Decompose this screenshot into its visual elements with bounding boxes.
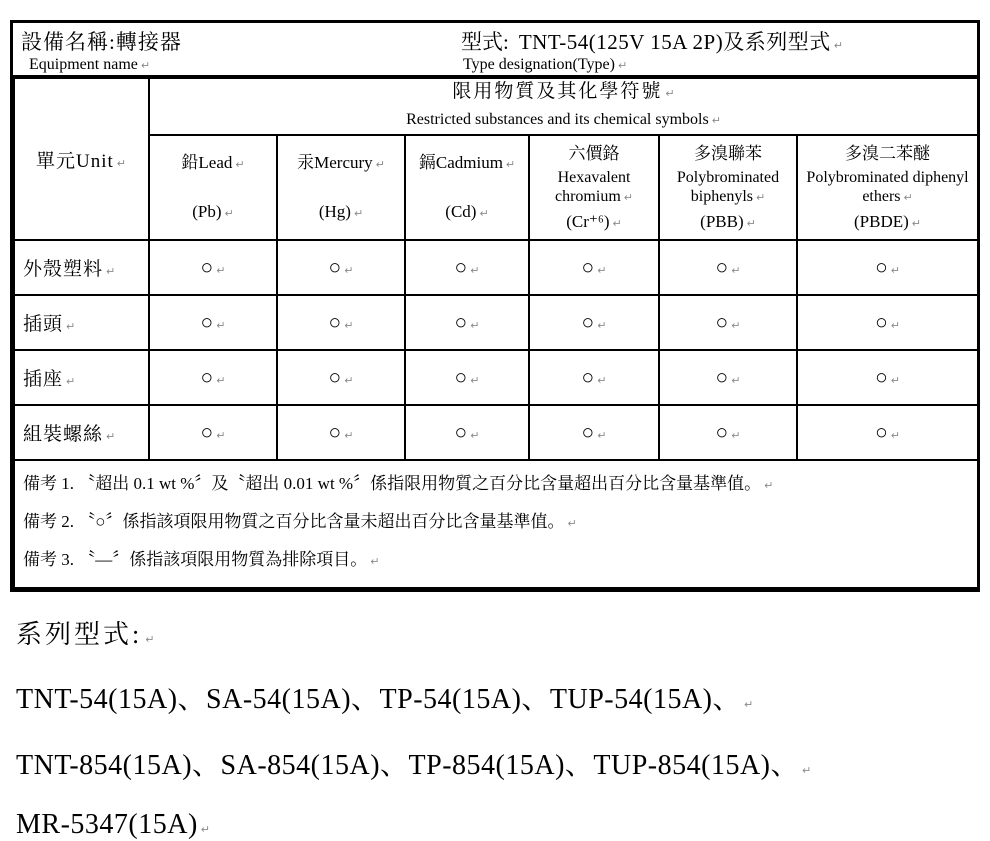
return-mark-icon: ↵ [216,429,226,442]
circle-mark: ○ [454,365,468,389]
notes-cell [14,460,978,588]
notes-row [14,460,978,588]
value-cell [659,405,797,460]
return-mark-icon: ↵ [731,429,741,442]
return-mark-icon: ↵ [617,59,628,72]
return-mark-icon: ↵ [470,429,480,442]
return-mark-icon: ↵ [731,319,741,332]
value-cell [797,295,978,350]
return-mark-icon: ↵ [140,59,151,72]
column-header-mercury: 汞Mercury ↵ (Hg) ↵ [277,135,405,240]
return-mark-icon: ↵ [224,207,234,221]
return-mark-icon: ↵ [890,319,900,332]
circle-mark: ○ [715,420,729,444]
return-mark-icon: ↵ [66,320,77,333]
circle-mark: ○ [875,420,888,444]
value-cell [405,240,529,295]
return-mark-icon: ↵ [200,823,211,836]
return-mark-icon: ↵ [665,87,675,100]
circle-mark: ○ [454,310,468,334]
return-mark-icon: ↵ [505,157,516,171]
equipment-name-en: Equipment name ↵ [29,56,151,73]
equipment-name-zh: 設備名稱:轉接器 [21,30,182,54]
return-mark-icon: ↵ [597,264,607,277]
value-cell [797,240,978,295]
return-mark-icon: ↵ [756,191,766,204]
return-mark-icon: ↵ [890,429,900,442]
return-mark-icon: ↵ [116,156,127,170]
return-mark-icon: ↵ [370,555,380,568]
table-row-plug [14,295,978,350]
circle-mark: ○ [200,255,214,279]
return-mark-icon: ↵ [106,265,117,278]
return-mark-icon: ↵ [833,39,843,52]
value-cell [149,405,277,460]
value-cell [529,295,659,350]
return-mark-icon: ↵ [216,319,226,332]
return-mark-icon: ↵ [597,374,607,387]
return-mark-icon: ↵ [731,374,741,387]
circle-mark: ○ [200,365,214,389]
table-row-shell-plastic [14,240,978,295]
equipment-name-block [21,26,182,74]
circle-mark: ○ [715,310,729,334]
return-mark-icon: ↵ [612,216,622,230]
return-mark-icon: ↵ [145,633,158,646]
series-line-3: MR-5347(15A) ↵ [16,809,211,840]
value-cell [529,240,659,295]
series-models-section [16,614,980,841]
return-mark-icon: ↵ [344,264,354,277]
circle-mark: ○ [200,420,214,444]
restricted-substances-table [13,77,979,589]
return-mark-icon: ↵ [764,479,774,492]
row-label: 插頭 ↵ [14,295,149,350]
return-mark-icon: ↵ [711,114,721,127]
column-header-pbde: 多溴二苯醚 Polybrominated diphenyl ethers ↵ (PBDE) ↵ [797,135,978,240]
column-header-cadmium: 鎘Cadmium ↵ (Cd) ↵ [405,135,529,240]
return-mark-icon: ↵ [911,216,922,230]
value-cell [277,405,405,460]
value-cell [277,295,405,350]
value-cell [405,405,529,460]
declaration-table-box [10,20,980,592]
column-header-lead: 鉛Lead ↵ (Pb) ↵ [149,135,277,240]
substances-header-zh: 限用物質及其化學符號 ↵ [452,81,675,102]
return-mark-icon: ↵ [890,374,900,387]
row-label: 組裝螺絲 ↵ [14,405,149,460]
return-mark-icon: ↵ [890,264,900,277]
circle-mark: ○ [581,310,595,334]
series-line-1: TNT-54(15A)、SA-54(15A)、TP-54(15A)、TUP-54(15A)、 ↵ [16,684,754,715]
return-mark-icon: ↵ [597,319,607,332]
return-mark-icon: ↵ [344,374,354,387]
circle-mark: ○ [875,310,888,334]
circle-mark: ○ [454,420,468,444]
row-label: 外殼塑料 ↵ [14,240,149,295]
value-cell [797,350,978,405]
return-mark-icon: ↵ [216,374,226,387]
circle-mark: ○ [328,420,342,444]
circle-mark: ○ [328,255,342,279]
return-mark-icon: ↵ [106,430,117,443]
column-header-hexavalent-chromium: 六價鉻 Hexavalent chromium ↵ (Cr⁺⁶) ↵ [529,135,659,240]
table-row-socket [14,350,978,405]
type-designation-block [461,26,843,74]
note-line-3: 備考 3. 〝—〞係指該項限用物質為排除項目。 ↵ [23,550,380,569]
value-cell [659,295,797,350]
return-mark-icon: ↵ [353,207,364,221]
series-heading: 系列型式: ↵ [16,620,158,649]
return-mark-icon: ↵ [597,429,607,442]
substances-header-cell [149,78,978,135]
value-cell [529,350,659,405]
return-mark-icon: ↵ [375,157,385,171]
return-mark-icon: ↵ [746,216,756,230]
value-cell [529,405,659,460]
circle-mark: ○ [581,420,595,444]
value-cell [149,240,277,295]
return-mark-icon: ↵ [623,191,633,204]
return-mark-icon: ↵ [344,319,354,332]
circle-mark: ○ [715,365,729,389]
return-mark-icon: ↵ [567,517,577,530]
type-designation-zh: 型式: TNT-54(125V 15A 2P)及系列型式 ↵ [461,30,843,54]
value-cell [405,295,529,350]
return-mark-icon: ↵ [903,191,913,204]
circle-mark: ○ [454,255,468,279]
unit-header-cell: 單元Unit ↵ [14,78,149,240]
return-mark-icon: ↵ [731,264,741,277]
value-cell [405,350,529,405]
return-mark-icon: ↵ [470,374,480,387]
return-mark-icon: ↵ [216,264,226,277]
value-cell [149,295,277,350]
circle-mark: ○ [200,310,214,334]
value-cell [797,405,978,460]
circle-mark: ○ [328,365,342,389]
table-top-header [13,23,977,77]
value-cell [149,350,277,405]
circle-mark: ○ [875,365,888,389]
circle-mark: ○ [328,310,342,334]
return-mark-icon: ↵ [470,319,480,332]
note-line-2: 備考 2. 〝○〞係指該項限用物質之百分比含量未超出百分比含量基準值。 ↵ [23,512,577,531]
series-line-2: TNT-854(15A)、SA-854(15A)、TP-854(15A)、TUP-854(15A)、 ↵ [16,750,812,781]
circle-mark: ○ [581,365,595,389]
return-mark-icon: ↵ [235,157,245,171]
note-line-1: 備考 1. 〝超出 0.1 wt %〞及〝超出 0.01 wt %〞係指限用物質之百分比含量超出百分比含量基準值。 ↵ [23,474,774,493]
column-header-row [14,135,978,240]
row-label: 插座 ↵ [14,350,149,405]
return-mark-icon: ↵ [479,207,489,221]
substances-band-row [14,78,978,135]
column-header-pbb: 多溴聯苯 Polybrominated biphenyls ↵ (PBB) ↵ [659,135,797,240]
return-mark-icon: ↵ [470,264,480,277]
circle-mark: ○ [581,255,595,279]
value-cell [659,240,797,295]
circle-mark: ○ [875,255,888,279]
value-cell [277,350,405,405]
table-row-assembly-screws [14,405,978,460]
substances-header-en: Restricted substances and its chemical symbols ↵ [406,111,721,128]
return-mark-icon: ↵ [802,764,812,777]
return-mark-icon: ↵ [66,375,77,388]
return-mark-icon: ↵ [744,698,754,711]
value-cell [659,350,797,405]
return-mark-icon: ↵ [344,429,354,442]
circle-mark: ○ [715,255,729,279]
type-designation-en: Type designation(Type) ↵ [463,56,628,73]
value-cell [277,240,405,295]
